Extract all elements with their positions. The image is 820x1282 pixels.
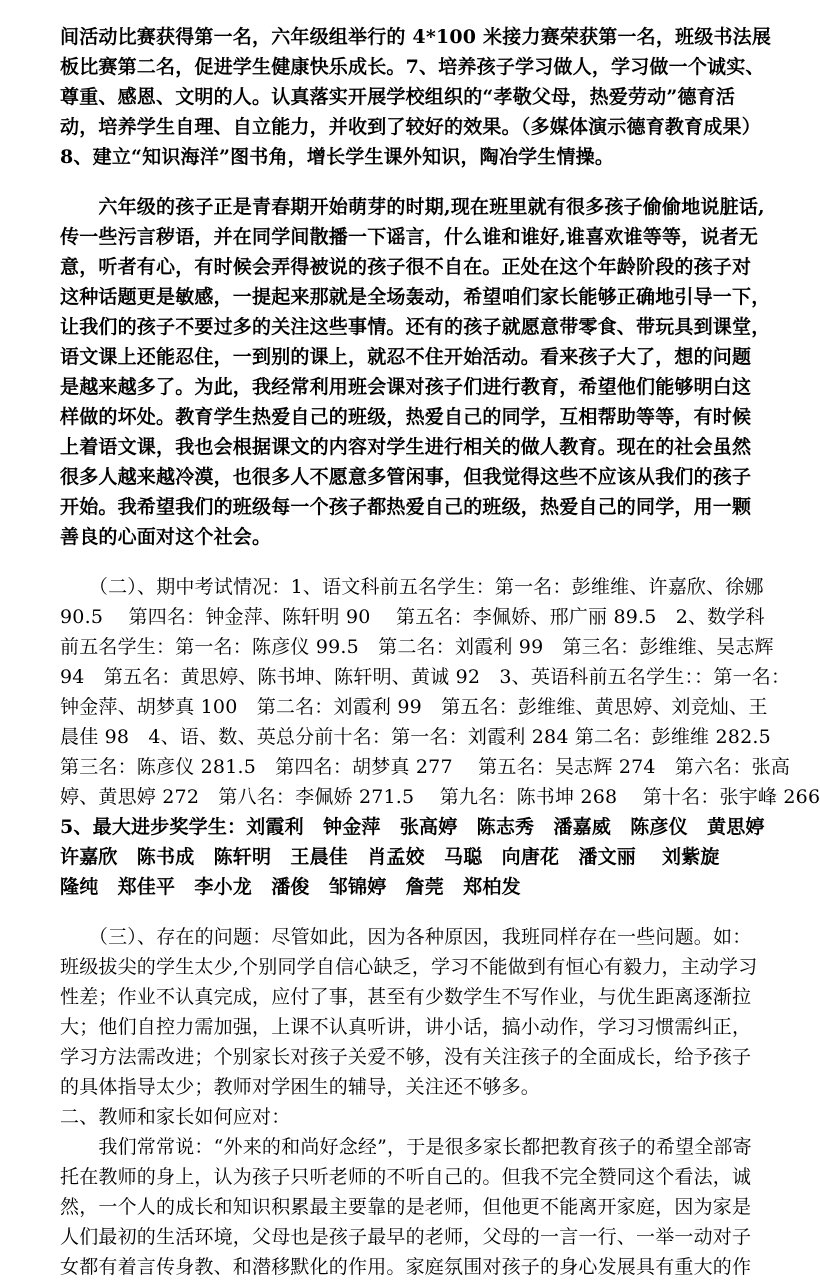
paragraph-p1 bbox=[60, 22, 772, 172]
text-line: 二、教师和家长如何应对： bbox=[60, 1106, 291, 1128]
text-line: 开始。我希望我们的班级每一个孩子都热爱自己的班级，热爱自己的同学，用一颗 bbox=[60, 496, 752, 518]
text-line: 样做的坏处。教育学生热爱自己的班级，热爱自己的同学，互相帮助等等，有时候 bbox=[60, 406, 752, 428]
text-line: 大；他们自控力需加强，上课不认真听讲，讲小话，搞小动作，学习习惯需纠正， bbox=[60, 1016, 752, 1038]
text-line: 这种话题更是敏感，一提起来那就是全场轰动，希望咱们家长能够正确地引导一下， bbox=[60, 286, 771, 308]
text-line: 前五名学生：第一名：陈彦仪 99.5 第二名：刘霞利 99 第三名：彭维维、吴志辉 bbox=[60, 636, 774, 658]
text-line: 人们最初的生活环境，父母也是孩子最早的老师，父母的一言一行、一举一动对子 bbox=[60, 1226, 752, 1248]
text-line: 晨佳 98 4、语、数、英总分前十名：第一名：刘霞利 284 第二名：彭维维 282.5 bbox=[60, 726, 771, 748]
text-line: （三）、存在的问题：尽管如此，因为各种原因，我班同样存在一些问题。如： bbox=[60, 926, 752, 948]
text-line: 的具体指导太少；教师对学困生的辅导，关注还不够多。 bbox=[60, 1076, 541, 1098]
paragraph-gap bbox=[60, 552, 738, 572]
text-line: 女都有着言传身教、和潜移默化的作用。家庭氛围对孩子的身心发展具有重大的作 bbox=[60, 1256, 752, 1278]
text-line: 班级拔尖的学生太少,个别同学自信心缺乏，学习不能做到有恒心有毅力，主动学习 bbox=[60, 956, 758, 978]
text-line: 上着语文课，我也会根据课文的内容对学生进行相关的做人教育。现在的社会虽然 bbox=[60, 436, 752, 458]
text-line: 性差；作业不认真完成，应付了事，甚至有少数学生不写作业，与优生距离逐渐拉 bbox=[60, 986, 752, 1008]
text-line: 是越来越多了。为此，我经常利用班会课对孩子们进行教育，希望他们能够明白这 bbox=[60, 376, 752, 398]
text-line: 很多人越来越冷漠，也很多人不愿意多管闲事，但我觉得这些不应该从我们的孩子 bbox=[60, 466, 752, 488]
text-line: 尊重、感恩、文明的人。认真落实开展学校组织的“孝敬父母，热爱劳动”德育活 bbox=[60, 86, 736, 108]
paragraph-p4 bbox=[60, 922, 758, 1282]
text-line: 94 第五名：黄思婷、陈书坤、陈轩明、黄诚 92 3、英语科前五名学生：：第一名： bbox=[60, 666, 791, 688]
text-line: 动，培养学生自理、自立能力，并收到了较好的效果。（多媒体演示德育教育成果） bbox=[60, 116, 761, 138]
text-line: 许嘉欣 陈书成 陈轩明 王晨佳 肖孟姣 马聪 向唐花 潘文丽 刘紫旋 bbox=[60, 846, 720, 868]
paragraph-gap bbox=[60, 172, 738, 192]
text-line: 婷、黄思婷 272 第八名：李佩娇 271.5 第九名：陈书坤 268 第十名：张宇峰 266 bbox=[60, 786, 820, 808]
document-page bbox=[60, 22, 820, 1282]
text-line: 板比赛第二名，促进学生健康快乐成长。7、培养孩子学习做人，学习做一个诚实、 bbox=[60, 56, 765, 78]
text-line: 学习方法需改进；个别家长对孩子关爱不够，没有关注孩子的全面成长，给予孩子 bbox=[60, 1046, 752, 1068]
text-line: 8、建立“知识海洋”图书角，增长学生课外知识，陶冶学生情操。 bbox=[60, 146, 615, 168]
text-line: 让我们的孩子不要过多的关注这些事情。还有的孩子就愿意带零食、带玩具到课堂， bbox=[60, 316, 771, 338]
text-line: 隆纯 郑佳平 李小龙 潘俊 邹锦婷 詹莞 郑柏发 bbox=[60, 876, 521, 898]
paragraph-p3 bbox=[60, 572, 820, 902]
text-line: 我们常常说：“外来的和尚好念经”，于是很多家长都把教育孩子的希望全部寄 bbox=[60, 1136, 752, 1158]
paragraph-gap bbox=[60, 902, 738, 922]
text-line: 语文课上还能忍住，一到别的课上，就忍不住开始活动。看来孩子大了，想的问题 bbox=[60, 346, 752, 368]
text-line: 意，听者有心，有时候会弄得被说的孩子很不自在。正处在这个年龄阶段的孩子对 bbox=[60, 256, 752, 278]
text-line: 六年级的孩子正是青春期开始萌芽的时期,现在班里就有很多孩子偷偷地说脏话, bbox=[60, 196, 765, 218]
text-line: 90.5 第四名：钟金萍、陈轩明 90 第五名：李佩娇、邢广丽 89.5 2、数学科 bbox=[60, 606, 765, 628]
text-line: 第三名：陈彦仪 281.5 第四名：胡梦真 277 第五名：吴志辉 274 第六名：张高 bbox=[60, 756, 791, 778]
text-line: 钟金萍、胡梦真 100 第二名：刘霞利 99 第五名：彭维维、黄思婷、刘竞灿、王 bbox=[60, 696, 768, 718]
text-line: （二）、期中考试情况：1、语文科前五名学生：第一名：彭维维、许嘉欣、徐娜 bbox=[60, 576, 764, 598]
text-line: 然，一个人的成长和知识积累最主要靠的是老师，但他更不能离开家庭，因为家是 bbox=[60, 1196, 752, 1218]
text-line: 善良的心面对这个社会。 bbox=[60, 526, 272, 548]
text-line: 托在教师的身上，认为孩子只听老师的不听自己的。但我不完全赞同这个看法，诚 bbox=[60, 1166, 752, 1188]
text-line: 传一些污言秽语，并在同学间散播一下谣言，什么谁和谁好,谁喜欢谁等等，说者无 bbox=[60, 226, 759, 248]
paragraph-p2 bbox=[60, 192, 771, 552]
text-line: 5、最大进步奖学生：刘霞利 钟金萍 张高婷 陈志秀 潘嘉威 陈彦仪 黄思婷 bbox=[60, 816, 765, 838]
text-line: 间活动比赛获得第一名，六年级组举行的 4*100 米接力赛荣获第一名，班级书法展 bbox=[60, 26, 772, 48]
